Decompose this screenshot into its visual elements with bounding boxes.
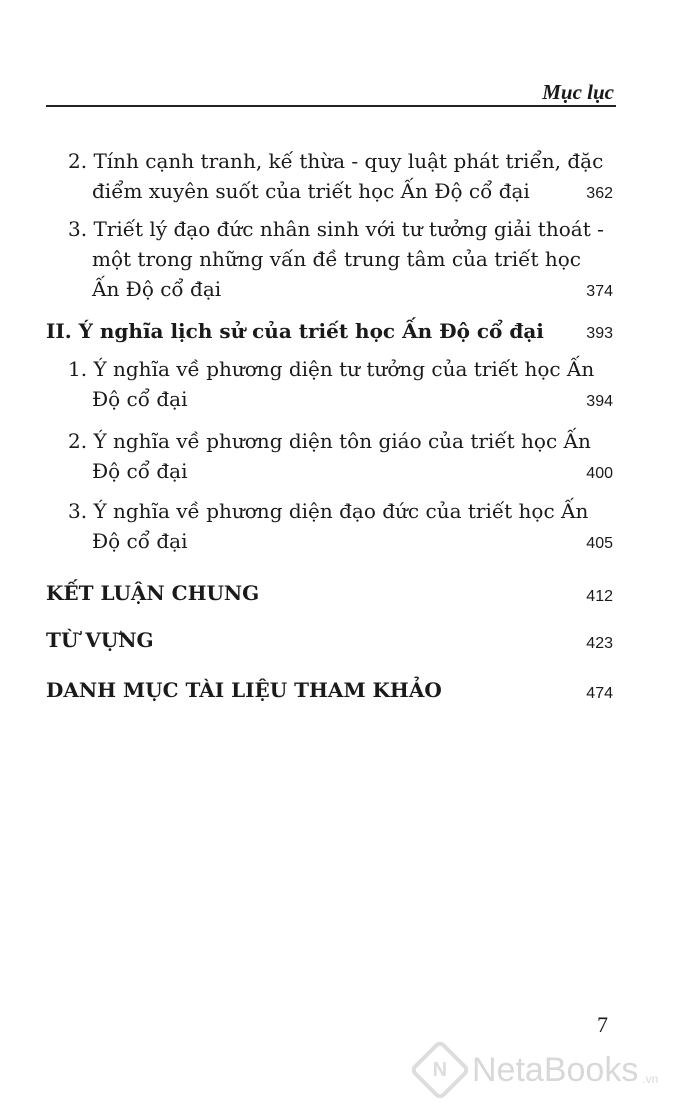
toc-entry-4-line-2: Độ cổ đại xyxy=(92,387,188,411)
toc-entry-4-line-1: 1. Ý nghĩa về phương diện tư tưởng của triết học Ấn xyxy=(68,357,595,381)
toc-entry-3-page: 393 xyxy=(586,325,613,342)
header-divider xyxy=(46,105,616,107)
toc-entry-1-line-1: 2. Tính cạnh tranh, kế thừa - quy luật phát triển, đặc xyxy=(68,149,604,173)
toc-entry-1-line-2: điểm xuyên suốt của triết học Ấn Độ cổ đại xyxy=(92,179,530,203)
watermark-suffix: .vn xyxy=(642,1072,659,1086)
toc-glossary-heading: TỪ VỰNG xyxy=(46,628,154,652)
toc-entry-9-page: 474 xyxy=(586,685,613,702)
toc-entry-2-line-1: 3. Triết lý đạo đức nhân sinh với tư tưởng giải thoát - xyxy=(68,217,604,241)
netabooks-logo-icon xyxy=(409,1039,471,1101)
toc-entry-2-line-2: một trong những vấn đề trung tâm của triết học xyxy=(92,247,582,271)
toc-entry-1-page: 362 xyxy=(586,185,613,202)
toc-section-heading: II. Ý nghĩa lịch sử của triết học Ấn Độ cổ đại xyxy=(46,319,544,343)
page-header-title: Mục lục xyxy=(542,80,614,104)
page-number: 7 xyxy=(597,1012,608,1037)
toc-entry-8-page: 423 xyxy=(586,635,613,652)
toc-entry-4-page: 394 xyxy=(586,393,613,410)
watermark xyxy=(418,1048,658,1092)
toc-entry-2-line-3: Ấn Độ cổ đại xyxy=(92,277,222,301)
toc-entry-6-line-1: 3. Ý nghĩa về phương diện đạo đức của triết học Ấn xyxy=(68,499,589,523)
toc-entry-6-page: 405 xyxy=(586,535,613,552)
toc-references-heading: DANH MỤC TÀI LIỆU THAM KHẢO xyxy=(46,678,442,702)
toc-entry-7-page: 412 xyxy=(586,588,613,605)
toc-conclusion-heading: KẾT LUẬN CHUNG xyxy=(46,581,260,605)
toc-entry-2-page: 374 xyxy=(586,283,613,300)
toc-entry-5-page: 400 xyxy=(586,465,613,482)
watermark-brand: NetaBooks xyxy=(472,1050,639,1089)
toc-entry-6-line-2: Độ cổ đại xyxy=(92,529,188,553)
toc-entry-5-line-1: 2. Ý nghĩa về phương diện tôn giáo của triết học Ấn xyxy=(68,429,591,453)
logo-letter: N xyxy=(432,1058,448,1081)
toc-entry-5-line-2: Độ cổ đại xyxy=(92,459,188,483)
